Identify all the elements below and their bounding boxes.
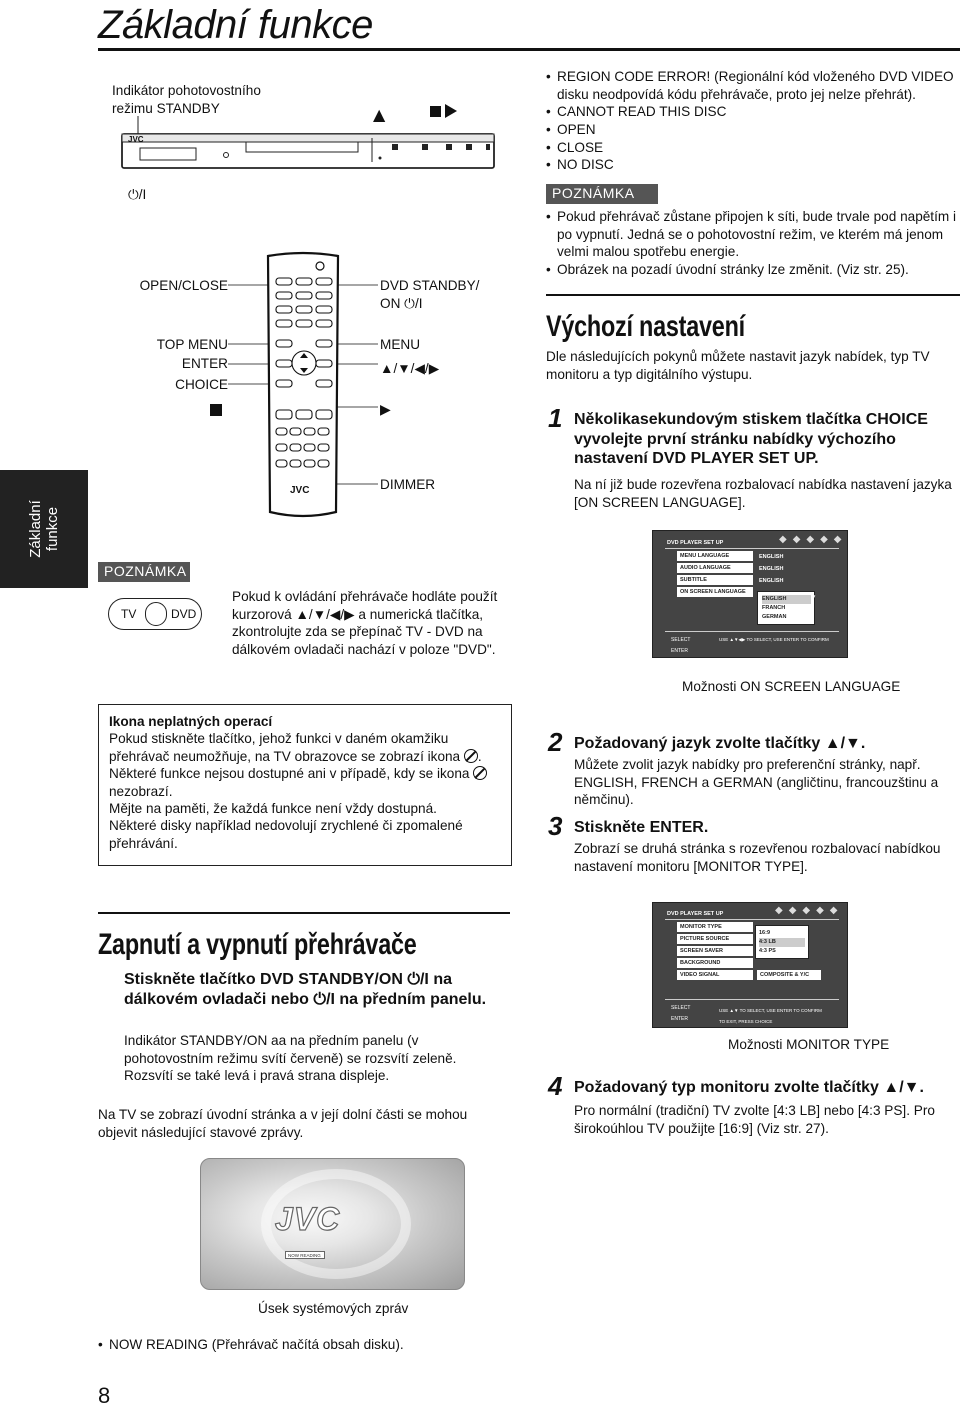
note-right-item: • Pokud přehrávač zůstane připojen k síti, bude trvale pod napětím i po vypnutí. Jedná se o pohotovostní režim, ve kterém má jenom velmi malou spotřebu energie. <box>546 208 958 261</box>
step-3-text: Zobrazí se druhá stránka s rozevřenou rozbalovací nabídkou nastavení monitoru [MONITOR TYPE]. <box>574 841 941 874</box>
setup-row-value: ENGLISH <box>759 578 784 584</box>
power-section-rule <box>98 912 510 914</box>
setup-footer-right: USE ▲▼◀▶ TO SELECT, USE ENTER TO CONFIRM <box>719 637 829 642</box>
invalid-ops-line2: Některé funkce nejsou dostupné ani v případě, kdy se ikona nezobrazí. <box>109 765 501 800</box>
remote-label-menu: MENU <box>380 337 421 352</box>
setup-screen-monitor <box>652 902 848 1028</box>
power-icon: ⏻ <box>404 295 415 311</box>
setup-row: AUDIO LANGUAGE <box>677 563 753 573</box>
switch-dvd-label: DVD <box>171 607 197 621</box>
side-tab-label: Základní funkce <box>26 500 61 558</box>
stop-icon <box>210 404 222 416</box>
defaults-intro: Dle následujících pokynů můžete nastavit jazyk nabídek, typ TV monitoru a typ digitálního výstupu. <box>546 349 930 382</box>
status-messages-list <box>546 68 956 174</box>
setup-footer-left: SELECT ENTER <box>671 1005 691 1022</box>
remote-control <box>228 250 378 526</box>
setup-row-value: COMPOSITE & Y/C <box>757 970 821 980</box>
setup-row-value: ENGLISH <box>759 566 784 572</box>
setup-screen-header-rule <box>665 919 839 920</box>
remote-label-cursor: ▲/▼/◀/▶ <box>380 361 440 376</box>
power-bullet: • NOW READING (Přehrávač načítá obsah disku). <box>98 1336 498 1354</box>
screen1-caption: Možnosti ON SCREEN LANGUAGE <box>682 679 901 694</box>
eject-icon: ▲ <box>373 105 386 124</box>
status-message: • CANNOT READ THIS DISC <box>546 103 956 121</box>
defaults-heading: Výchozí nastavení <box>546 310 745 343</box>
side-tab <box>0 470 88 588</box>
tv-dvd-switch <box>108 598 202 630</box>
dropdown-option[interactable]: 4:3 PS <box>759 948 776 954</box>
invalid-ops-line3: Mějte na paměti, že každá funkce není vždy dostupná. <box>109 800 437 816</box>
page-number: 8 <box>98 1383 111 1408</box>
power-bullet-list <box>98 1336 498 1354</box>
svg-text:JVC: JVC <box>290 485 310 496</box>
setup-footer-right: USE ▲▼ TO SELECT, USE ENTER TO CONFIRM TO EXIT, PRESS CHOICE <box>719 1008 822 1024</box>
stop-icon <box>430 106 441 117</box>
power-icon: ⏻ <box>313 990 327 1008</box>
step-1-title: Několikasekundovým stiskem tlačítka CHOICE vyvolejte první stránku nabídky výchozího nastavení DVD PLAYER SET UP. <box>574 411 928 468</box>
step-4-title: Požadovaný typ monitoru zvolte tlačítky ▲/▼. <box>574 1079 924 1096</box>
remote-label-top-menu: TOP MENU <box>156 337 228 352</box>
invalid-ops-heading: Ikona neplatných operací <box>109 714 273 729</box>
remote-label-choice: CHOICE <box>175 377 228 392</box>
dropdown-option[interactable]: GERMAN <box>762 614 787 620</box>
dropdown-scroll-arrow: ▼ <box>809 593 817 602</box>
setup-row: PICTURE SOURCE <box>677 934 753 944</box>
note-right-list <box>546 208 958 279</box>
page-title: Základní funkce <box>98 3 373 47</box>
setup-row-value: ENGLISH <box>759 554 784 560</box>
welcome-screen-status: NOW READING <box>285 1251 325 1259</box>
setup-row: BACKGROUND <box>677 958 753 968</box>
setup-screen-language <box>652 530 848 658</box>
remote-label-dvd-standby: DVD STANDBY/ ON ⏻/I <box>380 278 480 311</box>
note-right-heading: POZNÁMKA <box>546 184 658 204</box>
remote-label-play: ▶ <box>380 401 391 417</box>
defaults-rule <box>546 294 960 296</box>
step-1-number: 1 <box>548 403 563 433</box>
setup-screen-icons: ◆◆◆◆◆ <box>779 534 848 545</box>
note-right-item: • Obrázek na pozadí úvodní stránky lze změnit. (Viz str. 25). <box>546 261 958 279</box>
power-icon: ⏻ <box>407 971 420 988</box>
remote-label-open-close: OPEN/CLOSE <box>139 278 228 293</box>
setup-row: MONITOR TYPE <box>677 922 753 932</box>
dropdown-option[interactable]: 4:3 LB <box>759 938 805 947</box>
step-4-text: Pro normální (tradiční) TV zvolte [4:3 LB] nebo [4:3 PS]. Pro širokoúhlou TV použijte [16:9] (Viz str. 27). <box>574 1103 935 1136</box>
remote-label-enter: ENTER <box>181 356 228 371</box>
monitor-dropdown[interactable] <box>755 925 809 959</box>
svg-text:JVC: JVC <box>128 135 144 144</box>
step-2-number: 2 <box>548 727 563 757</box>
switch-tv-label: TV <box>121 607 137 621</box>
welcome-screen-brand: JVC <box>275 1201 341 1237</box>
note-left-text: Pokud k ovládání přehrávače hodláte použít kurzorová ▲/▼/◀/▶ a numerická tlačítka, zkontrolujte zda se přepínač TV - DVD na dálkovém ovladači nachází v poloze "DVD". <box>232 589 498 658</box>
welcome-screen <box>200 1158 465 1290</box>
prohibited-icon <box>473 766 487 780</box>
dropdown-option[interactable]: 16:9 <box>759 930 771 936</box>
setup-screen-header: DVD PLAYER SET UP <box>667 540 724 546</box>
welcome-screen-caption: Úsek systémových zpráv <box>258 1301 409 1316</box>
invalid-ops-box <box>98 704 512 866</box>
power-icon: ⏻ <box>128 187 139 202</box>
dropdown-option[interactable]: ENGLISH <box>762 595 811 604</box>
status-message: • CLOSE <box>546 139 956 157</box>
screen2-caption: Možnosti MONITOR TYPE <box>728 1037 890 1052</box>
step-3-number: 3 <box>548 811 563 841</box>
status-message: • OPEN <box>546 121 956 139</box>
invalid-ops-line4: Některé disky například nedovolují zrychlené či zpomalené přehrávání. <box>109 818 463 851</box>
setup-row: SUBTITLE <box>677 575 753 585</box>
setup-screen-header-rule <box>665 548 839 549</box>
setup-screen-header: DVD PLAYER SET UP <box>667 911 724 917</box>
setup-footer-left: SELECT ENTER <box>671 637 691 654</box>
note-left-heading: POZNÁMKA <box>98 562 190 582</box>
title-rule <box>98 48 960 51</box>
step-2-text: Můžete zvolit jazyk nabídky pro preferenční stránky, např. ENGLISH, FRENCH a GERMAN (angličtinu, francouzštinu a němčinu). <box>574 757 939 808</box>
power-label: ⏻/I <box>128 187 147 202</box>
step-3-title: Stiskněte ENTER. <box>574 819 709 836</box>
remote-label-dimmer: DIMMER <box>380 477 436 492</box>
power-text-2: Na TV se zobrazí úvodní stránka a v její dolní části se mohou objevit následující stavové zprávy. <box>98 1107 468 1140</box>
setup-footer-rule <box>665 999 839 1000</box>
status-message: • NO DISC <box>546 156 956 174</box>
standby-indicator-label: Indikátor pohotovostního režimu STANDBY <box>112 83 261 116</box>
setup-row: MENU LANGUAGE <box>677 551 753 561</box>
step-2-title: Požadovaný jazyk zvolte tlačítky ▲/▼. <box>574 735 866 752</box>
invalid-ops-line1: Pokud stiskněte tlačítko, jehož funkci v daném okamžiku přehrávač neumožňuje, na TV obrazovce se zobrazí ikona . <box>109 731 482 764</box>
setup-row: SCREEN SAVER <box>677 946 753 956</box>
setup-screen-icons: ◆◆◆◆◆ <box>775 905 844 916</box>
dropdown-option[interactable]: FRANCH <box>762 605 786 611</box>
setup-row: ON SCREEN LANGUAGE <box>677 587 753 597</box>
step-1-text: Na ní již bude rozevřena rozbalovací nabídka nastavení jazyka [ON SCREEN LANGUAGE]. <box>574 477 952 510</box>
dvd-player-front-panel <box>110 98 500 178</box>
status-message: • REGION CODE ERROR! (Regionální kód vloženého DVD VIDEO disku neodpovídá kódu přehrávače, proto jej nelze přehrát). <box>546 68 956 103</box>
language-dropdown[interactable] <box>757 591 815 625</box>
switch-knob <box>145 602 167 626</box>
play-icon <box>445 104 457 118</box>
prohibited-icon <box>464 749 478 763</box>
note-left <box>98 562 508 582</box>
setup-row: VIDEO SIGNAL <box>677 970 753 980</box>
step-4-number: 4 <box>548 1071 563 1101</box>
power-section-heading: Zapnutí a vypnutí přehrávače <box>98 928 417 961</box>
setup-footer-rule <box>665 631 839 632</box>
power-text-1: Indikátor STANDBY/ON aa na předním panelu (v pohotovostním režimu svítí červeně) se rozsvítí zeleně. Rozsvítí se také levá i pravá strana displeje. <box>124 1033 457 1084</box>
power-instruction: Stiskněte tlačítko DVD STANDBY/ON ⏻/I na dálkovém ovladači nebo ⏻/I na předním panelu. <box>124 971 487 1008</box>
